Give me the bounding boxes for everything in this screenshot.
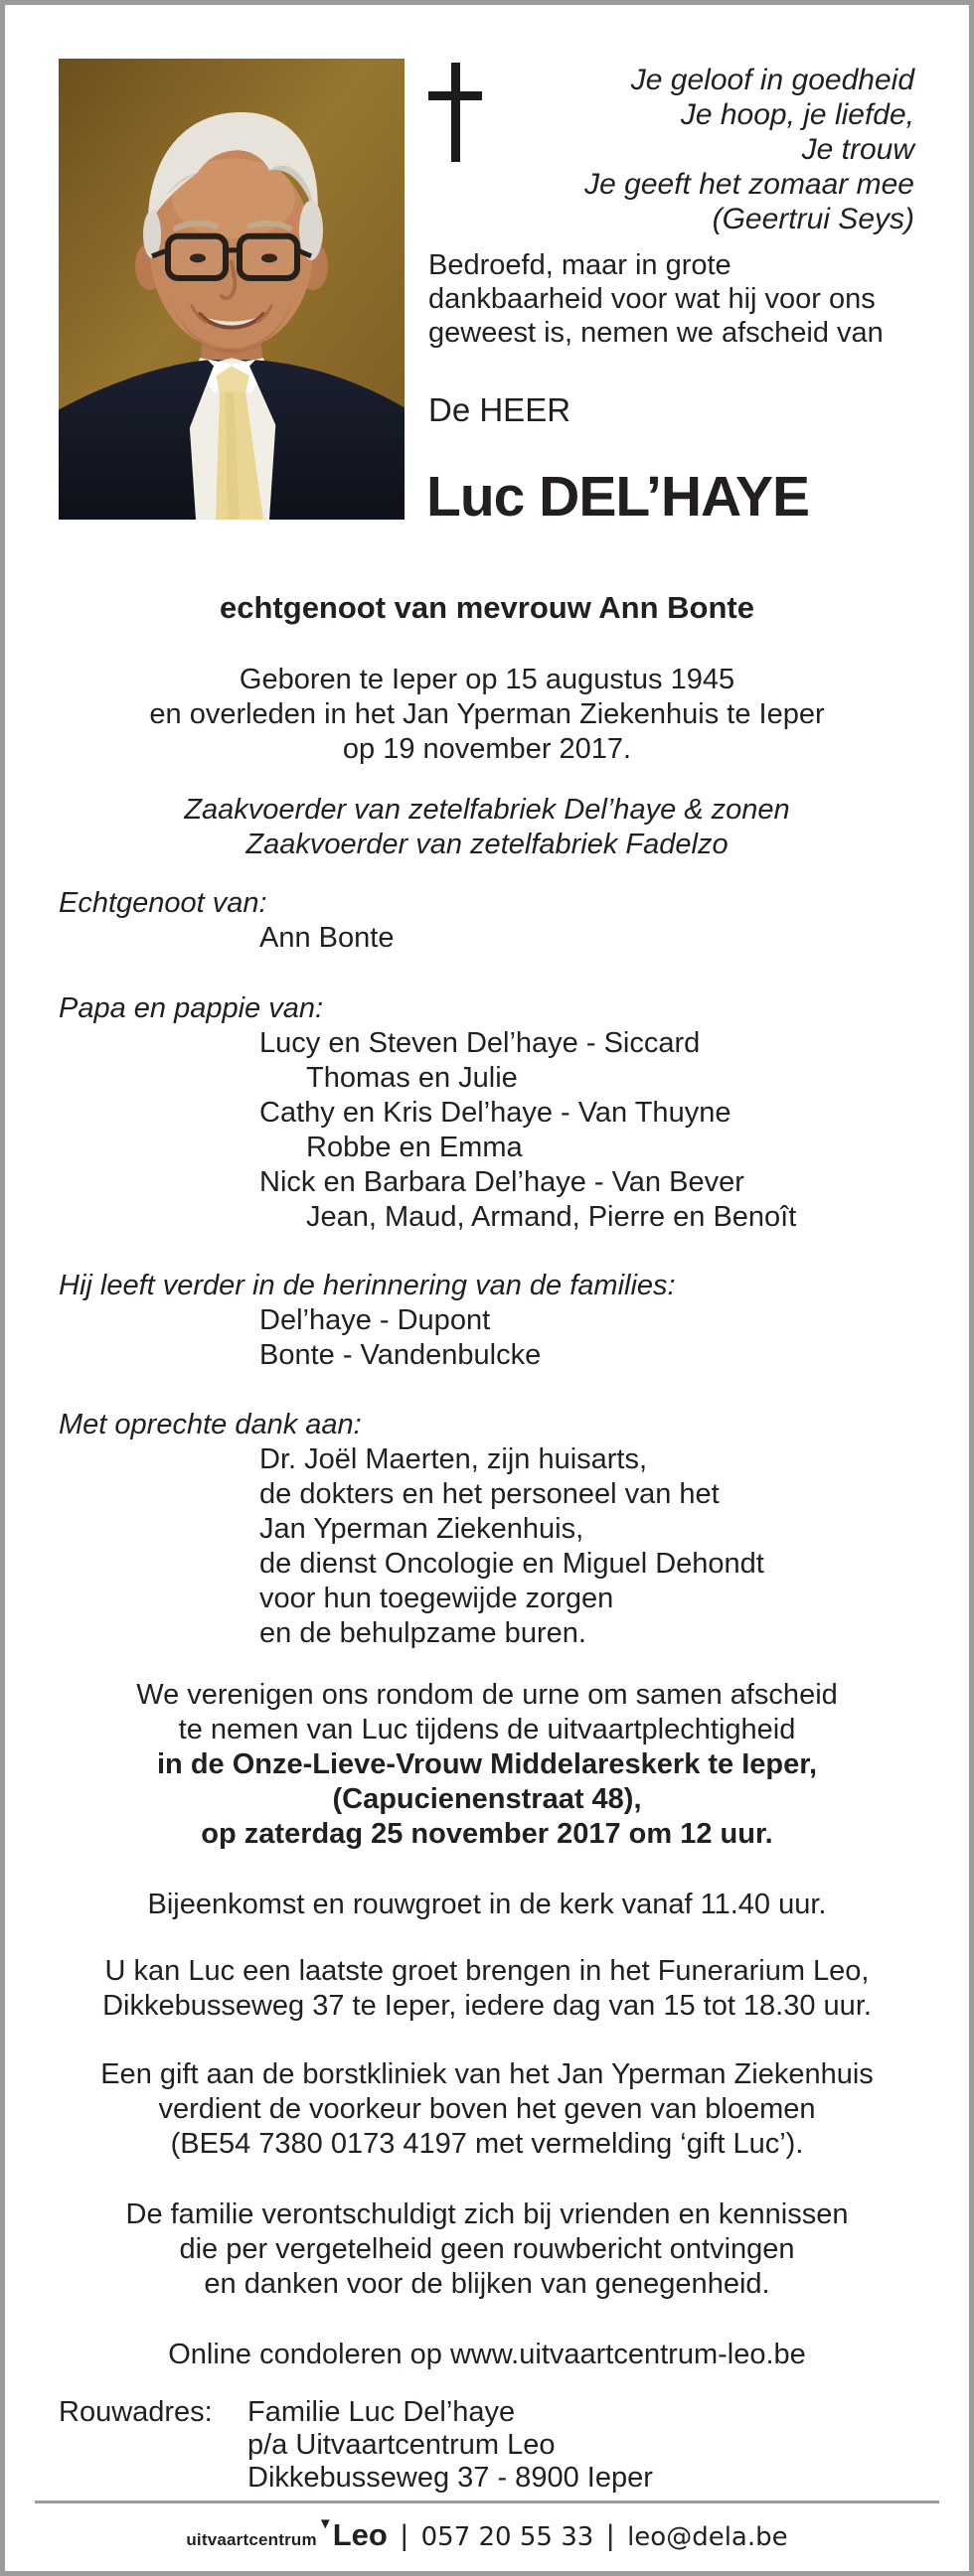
family-member-line: Nick en Barbara Del’haye - Van Bever: [259, 1166, 744, 1198]
mourning-address-lines: [247, 2396, 653, 2495]
online-condolences-line: Online condoleren op www.uitvaartcentrum-leo.be: [168, 2339, 806, 2370]
visitation-line: Dikkebusseweg 37 te Ieper, iedere dag van 15 tot 18.30 uur.: [102, 1990, 872, 2022]
family-section-thanks: [5, 1408, 969, 1651]
mourning-address-line: Familie Luc Del’haye: [247, 2396, 516, 2428]
ceremony-details: [5, 1747, 969, 1852]
section-items: [5, 921, 969, 956]
role-line: Zaakvoerder van zetelfabriek Del’haye & zonen: [184, 794, 790, 826]
quote-line: Je trouw: [801, 133, 914, 166]
family-member-line: Bonte - Vandenbulcke: [259, 1339, 542, 1371]
thanks-line: Dr. Joël Maerten, zijn huisarts,: [259, 1443, 648, 1475]
birth-death-info: [5, 663, 969, 767]
portrait-photo: [59, 59, 405, 520]
brand-triangle-icon: ▼: [317, 2515, 333, 2532]
thanks-line: Jan Yperman Ziekenhuis,: [259, 1513, 584, 1545]
mourning-address: [5, 2396, 969, 2495]
quote-line: Je geeft het zomaar mee: [584, 168, 914, 201]
spouse-line: echtgenoot van mevrouw Ann Bonte: [220, 590, 754, 625]
donation-info: [5, 2057, 969, 2162]
mourning-address-line: p/a Uitvaartcentrum Leo: [247, 2429, 556, 2461]
intro-line: geweest is, nemen we afscheid van: [428, 317, 884, 349]
quote-line: (Geertrui Seys): [712, 203, 914, 235]
thanks-line: de dienst Oncologie en Miguel Dehondt: [259, 1548, 764, 1580]
apology-note: [5, 2197, 969, 2302]
intro-text: [428, 248, 884, 350]
mourning-address-line: Dikkebusseweg 37 - 8900 Ieper: [247, 2462, 653, 2494]
apology-line: en danken voor de blijken van genegenheid.: [204, 2268, 770, 2300]
role-line: Zaakvoerder van zetelfabriek Fadelzo: [245, 829, 729, 860]
family-member-line: Del’haye - Dupont: [259, 1304, 491, 1336]
ceremony-bold-line: op zaterdag 25 november 2017 om 12 uur.: [201, 1818, 773, 1850]
thanks-line: voor hun toegewijde zorgen: [259, 1583, 614, 1614]
donation-line: Een gift aan de borstkliniek van het Jan Yperman Ziekenhuis: [100, 2058, 874, 2090]
footer-phone: 057 20 55 33: [420, 2522, 594, 2552]
mourning-address-label: Rouwadres:: [59, 2396, 213, 2428]
quote-line: Je hoop, je liefde,: [680, 98, 914, 131]
family-member-line: Lucy en Steven Del’haye - Siccard: [259, 1027, 701, 1059]
footer-divider: [35, 2500, 939, 2503]
quote-line: Je geloof in goedheid: [630, 64, 914, 96]
thanks-line: en de behulpzame buren.: [259, 1617, 586, 1649]
brand-name: Leo: [332, 2517, 388, 2552]
family-section-children: [5, 991, 969, 1235]
section-items: [5, 1303, 969, 1373]
life-line: op 19 november 2017.: [342, 733, 632, 765]
footer-email: leo@dela.be: [627, 2522, 788, 2552]
portrait-illustration: [59, 59, 405, 520]
visitation-line: U kan Luc een laatste groet brengen in het Funerarium Leo,: [104, 1955, 870, 1987]
family-section-families: [5, 1269, 969, 1373]
section-items: [5, 1442, 969, 1651]
section-label: Hij leeft verder in de herinnering van de families:: [59, 1270, 676, 1301]
donation-line: verdient de voorkeur boven het geven van bloemen: [158, 2093, 816, 2125]
family-member-line: Ann Bonte: [259, 922, 395, 954]
family-member-line: Thomas en Julie: [306, 1062, 518, 1094]
professional-roles: [5, 793, 969, 862]
section-label: Papa en pappie van:: [59, 992, 324, 1024]
brand-word: uitvaartcentrum: [186, 2530, 317, 2549]
apology-line: De familie verontschuldigt zich bij vrienden en kennissen: [125, 2198, 849, 2230]
family-section-spouse: [5, 886, 969, 956]
thanks-line: de dokters en het personeel van het: [259, 1478, 720, 1510]
apology-line: die per vergetelheid geen rouwbericht ontvingen: [179, 2233, 795, 2265]
ceremony-line: We verenigen ons rondom de urne om samen afscheid: [136, 1679, 838, 1711]
section-label: Met oprechte dank aan:: [59, 1409, 362, 1440]
family-member-line: Jean, Maud, Armand, Pierre en Benoît: [306, 1201, 797, 1233]
footer-separator-icon: |: [606, 2519, 615, 2552]
ceremony-bold-line: in de Onze-Lieve-Vrouw Middelareskerk te Ieper,: [156, 1748, 817, 1780]
section-items: [5, 1026, 969, 1235]
family-member-line: Cathy en Kris Del’haye - Van Thuyne: [259, 1097, 731, 1129]
intro-line: Bedroefd, maar in grote: [428, 249, 731, 281]
visitation-info: [5, 1954, 969, 2024]
ceremony-announcement: [5, 1678, 969, 1852]
ceremony-line: te nemen van Luc tijdens de uitvaartplechtigheid: [178, 1714, 796, 1745]
header: [5, 5, 969, 561]
memorial-quote: [584, 63, 914, 236]
title-prefix: De HEER: [428, 391, 571, 428]
ceremony-bold-line: (Capucienenstraat 48),: [332, 1783, 642, 1815]
life-line: en overleden in het Jan Yperman Ziekenhuis te Ieper: [149, 698, 825, 730]
life-line: Geboren te Ieper op 15 augustus 1945: [239, 664, 735, 695]
donation-line: (BE54 7380 0173 4197 met vermelding ‘gift Luc’).: [170, 2128, 804, 2160]
intro-line: dankbaarheid voor wat hij voor ons: [428, 283, 876, 315]
ceremony-intro: [5, 1678, 969, 1747]
memorial-cross-icon: [428, 63, 482, 167]
deceased-name: Luc DEL’HAYE: [426, 465, 809, 529]
funeral-home-footer: [5, 2517, 969, 2553]
family-member-line: Robbe en Emma: [306, 1132, 523, 1163]
section-label: Echtgenoot van:: [59, 887, 267, 919]
footer-separator-icon: |: [400, 2519, 408, 2552]
gathering-line: Bijeenkomst en rouwgroet in de kerk vanaf 11.40 uur.: [147, 1889, 827, 1920]
